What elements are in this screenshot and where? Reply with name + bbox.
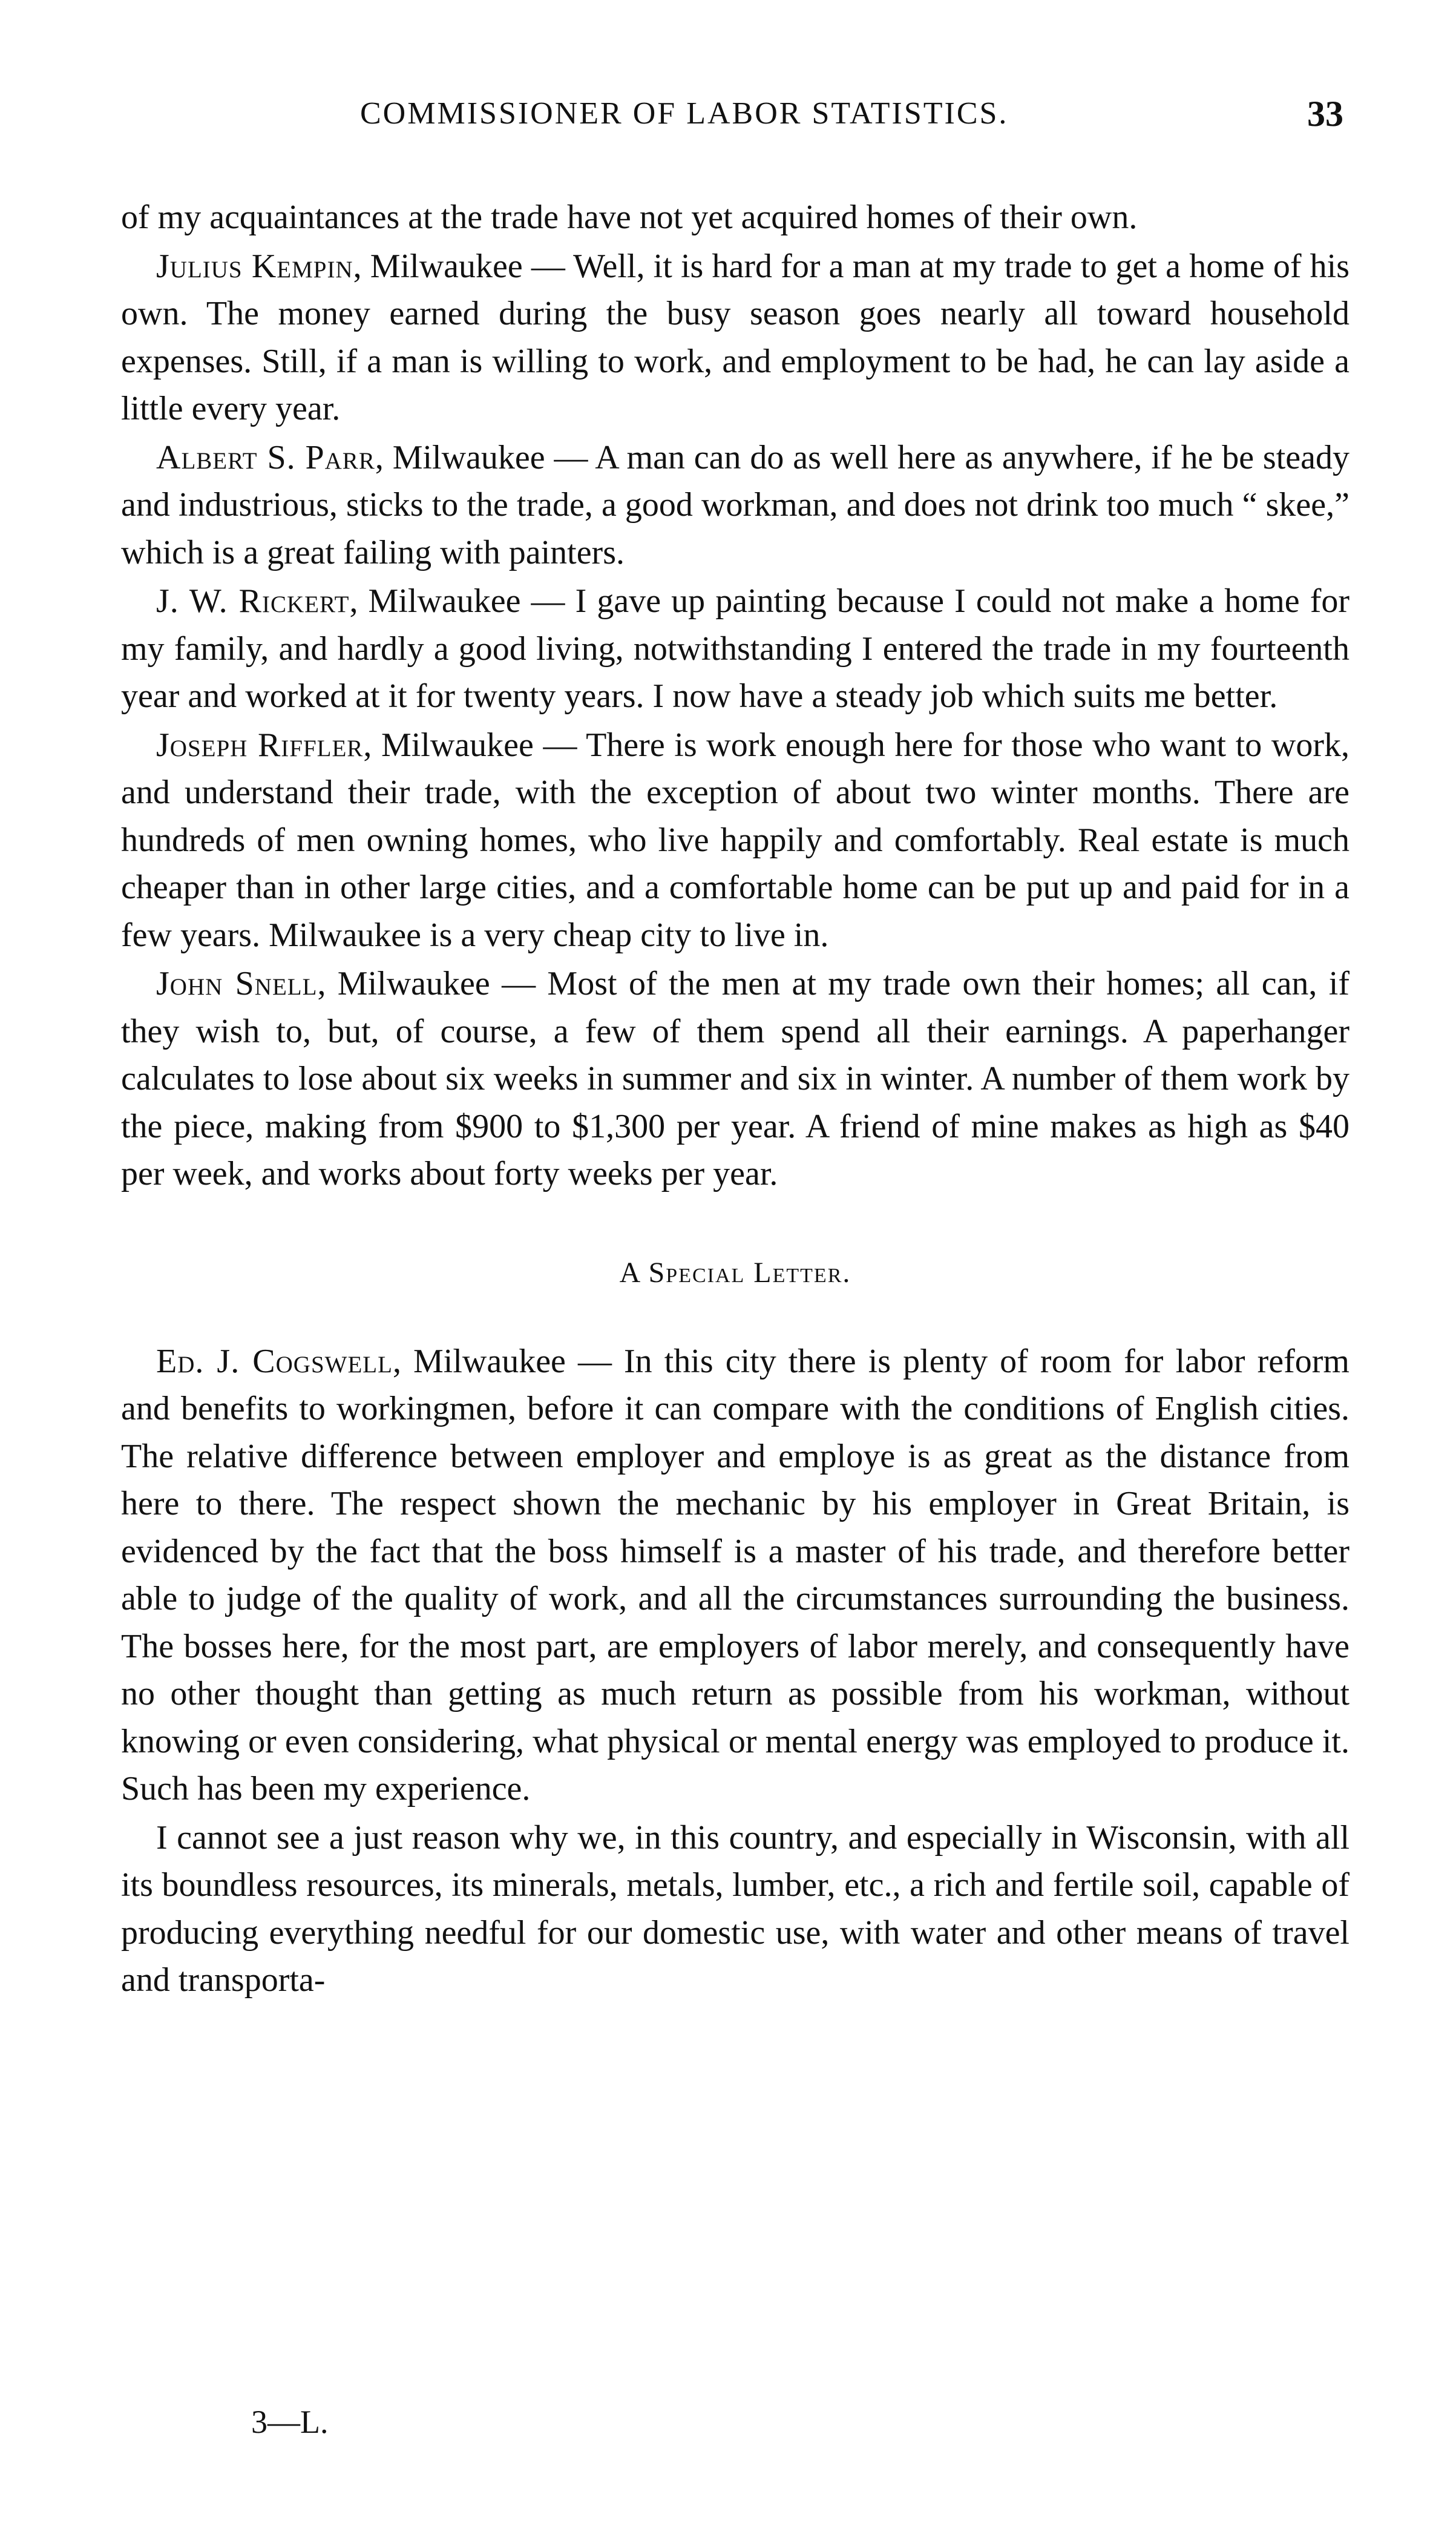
page-number: 33 bbox=[1307, 94, 1343, 134]
paragraph-text: of my acquaintances at the trade have not yet acquired homes of their own. bbox=[121, 199, 1138, 236]
paragraph-kempin bbox=[121, 243, 1349, 433]
speaker-name: Albert S. Parr bbox=[156, 438, 375, 476]
speaker-name: J. W. Rickert bbox=[156, 582, 350, 620]
paragraph-text: I cannot see a just reason why we, in this country, and especially in Wisconsin, with all its boundless resources, its minerals, metals, lumber, etc., a rich and fertile soil, capable of producing everything needful for our domestic use, with water and other means of travel and transporta- bbox=[121, 1818, 1349, 1999]
paragraph-continuation-letter bbox=[121, 1814, 1349, 2004]
paragraph-rickert bbox=[121, 577, 1349, 720]
paragraph-cogswell bbox=[121, 1338, 1349, 1813]
paragraph-text: , Milwaukee — There is work enough here for those who want to work, and understand their trade, with the exception of about two winter months. There are hundreds of men owning homes, who live happily and comfortably. Real estate is much cheaper than in other large cities, and a comfortable home can be put up and paid for in a few years. Milwaukee is a very cheap city to live in. bbox=[121, 726, 1350, 954]
paragraph-text: , Milwaukee — I gave up painting because I could not make a home for my family, and hardly a good living, notwithstanding I entered the trade in my fourteenth year and worked at it for twenty years. I now have a steady job which suits me better. bbox=[121, 582, 1350, 715]
running-title: COMMISSIONER OF LABOR STATISTICS. bbox=[360, 96, 1009, 131]
paragraph-text: , Milwaukee — A man can do as well here as anywhere, if he be steady and industrious, sticks to the trade, a good workman, and does not drink too much “ skee,” which is a great failing with painters. bbox=[121, 438, 1349, 571]
running-head bbox=[121, 96, 1362, 144]
speaker-name: Julius Kempin bbox=[156, 247, 353, 285]
paragraph-text: , Milwaukee — Most of the men at my trade own their homes; all can, if they wish to, but, of course, a few of them spend all their earnings. A paperhanger calculates to lose about six weeks in summer and six in winter. A number of them work by the piece, making from $900 to $1,300 per year. A friend of mine makes as high as $40 per week, and works about forty weeks per year. bbox=[121, 965, 1349, 1192]
paragraph-text: , Milwaukee — Well, it is hard for a man at my trade to get a home of his own. The money earned during the busy season goes nearly all toward household expenses. Still, if a man is willing to work, and employment to be had, he can lay aside a little every year. bbox=[121, 247, 1350, 427]
body-text bbox=[121, 194, 1349, 2005]
signature-mark: 3—L. bbox=[251, 2404, 329, 2440]
paragraph-parr bbox=[121, 434, 1349, 577]
speaker-name: Joseph Riffler bbox=[156, 726, 364, 764]
section-heading: A Special Letter. bbox=[619, 1256, 851, 1289]
paragraph-continuation bbox=[121, 194, 1349, 242]
speaker-name: Ed. J. Cogswell bbox=[156, 1342, 393, 1380]
paragraph-riffler bbox=[121, 722, 1349, 959]
paragraph-text: , Milwaukee — In this city there is plenty of room for labor reform and benefits to workingmen, before it can compare with the conditions of English cities. The relative difference between employer and employe is as great as the distance from here to there. The respect shown the mechanic by his employer in Great Britain, is evidenced by the fact that the boss himself is a master of his trade, and therefore better able to judge of the quality of work, and all the circumstances surrounding the business. The bosses here, for the most part, are employers of labor merely, and consequently have no other thought than getting as much return as possible from his workman, without knowing or even considering, what physical or mental energy was employed to produce it. Such has been my experience. bbox=[121, 1342, 1349, 1808]
paragraph-snell bbox=[121, 960, 1349, 1198]
speaker-name: John Snell bbox=[156, 965, 318, 1002]
